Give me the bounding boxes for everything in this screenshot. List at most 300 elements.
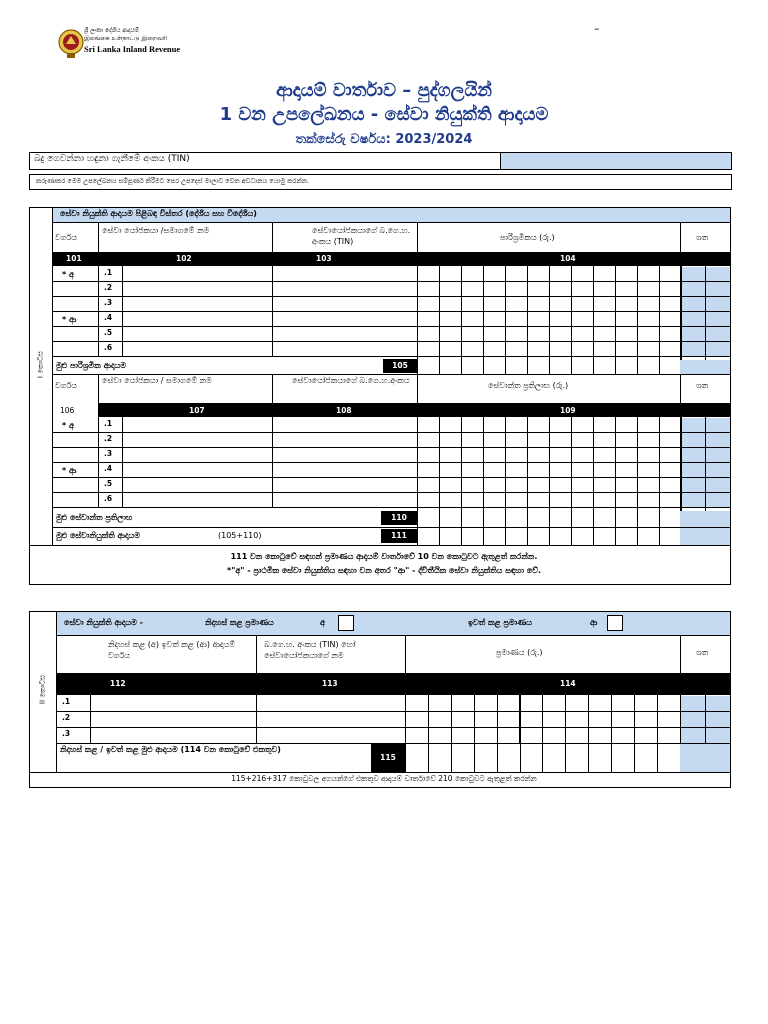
- amount-digit-box[interactable]: [565, 711, 589, 727]
- section-2-label: II කොටස: [38, 674, 47, 705]
- amount-digit-box[interactable]: [659, 417, 682, 432]
- income-type-3[interactable]: [90, 727, 257, 743]
- amount-digit-box[interactable]: [505, 341, 528, 356]
- amount-digit-box[interactable]: [497, 727, 521, 743]
- amount-digit-box[interactable]: [659, 462, 682, 477]
- amount-digit-box[interactable]: [615, 326, 638, 341]
- tin-or-name-1[interactable]: [256, 695, 406, 711]
- amount-digit-box[interactable]: [461, 281, 484, 296]
- amount-digit-box[interactable]: [439, 477, 462, 492]
- col-employer-a: සේවා යෝජකයා /සමාගමේ නම: [102, 226, 210, 235]
- col-cents-a: ශත: [696, 233, 709, 242]
- tin-row: [29, 152, 732, 170]
- amount-digit-box[interactable]: [417, 326, 440, 341]
- amount-digit-box[interactable]: [461, 492, 484, 507]
- amount-digit-box[interactable]: [588, 695, 612, 711]
- amount-digit-box[interactable]: [565, 727, 589, 743]
- amount-digit-box[interactable]: [615, 417, 638, 432]
- amount-digit-box[interactable]: [615, 311, 638, 326]
- employer-name-4[interactable]: [122, 311, 273, 326]
- amount-digit-box[interactable]: [549, 417, 572, 432]
- amount-digit-box[interactable]: [417, 432, 440, 447]
- amount-digit-box[interactable]: [593, 447, 616, 462]
- amount-digit-box[interactable]: [593, 281, 616, 296]
- amount-digit-box[interactable]: [405, 711, 429, 727]
- amount-digit-box[interactable]: [527, 462, 550, 477]
- logo-text-sinhala: ශ්‍රී ලංකා දේශීය ආදායම්: [84, 27, 140, 34]
- amount-digit-box[interactable]: [417, 296, 440, 311]
- amount-digit-box[interactable]: [505, 326, 528, 341]
- amount-digit-box[interactable]: [588, 711, 612, 727]
- amount-digit-box[interactable]: [659, 326, 682, 341]
- digit-line: [615, 266, 616, 374]
- amount-digit-box[interactable]: [505, 281, 528, 296]
- row-number: .1: [104, 268, 113, 277]
- amount-digit-box[interactable]: [659, 266, 682, 281]
- tin-or-name-3[interactable]: [256, 727, 406, 743]
- top-mark: –: [594, 22, 600, 35]
- employer-name-3[interactable]: [122, 447, 273, 462]
- box-110: 110: [381, 511, 417, 525]
- amount-digit-box[interactable]: [505, 432, 528, 447]
- amount-digit-box[interactable]: [659, 281, 682, 296]
- employer-name-6[interactable]: [122, 341, 273, 356]
- employer-name-5[interactable]: [122, 326, 273, 341]
- box-115: 115: [371, 743, 405, 772]
- amount-digit-box[interactable]: [637, 311, 660, 326]
- amount-digit-box[interactable]: [593, 462, 616, 477]
- code-113: 113: [322, 679, 338, 688]
- employer-name-3[interactable]: [122, 296, 273, 311]
- amount-digit-box[interactable]: [637, 447, 660, 462]
- amount-digit-box[interactable]: [461, 311, 484, 326]
- amount-digit-box[interactable]: [659, 311, 682, 326]
- amount-digit-box[interactable]: [593, 417, 616, 432]
- employer-tin-6[interactable]: [272, 492, 418, 507]
- code-108: 108: [336, 406, 352, 415]
- amount-digit-box[interactable]: [527, 492, 550, 507]
- employer-tin-6[interactable]: [272, 341, 418, 356]
- col-amount-2: ප්‍රමාණය (රු.): [496, 648, 543, 657]
- amount-digit-box[interactable]: [483, 462, 506, 477]
- row-number: .4: [104, 313, 113, 322]
- employer-tin-5[interactable]: [272, 477, 418, 492]
- amount-digit-box[interactable]: [461, 266, 484, 281]
- digit-line: [588, 695, 589, 772]
- amount-digit-box[interactable]: [527, 296, 550, 311]
- digit-line: [505, 266, 506, 374]
- amount-digit-box[interactable]: [542, 695, 566, 711]
- amount-digit-box[interactable]: [549, 311, 572, 326]
- row-number: .6: [104, 343, 113, 352]
- amount-digit-box[interactable]: [527, 341, 550, 356]
- amount-digit-box[interactable]: [549, 281, 572, 296]
- amount-digit-box[interactable]: [520, 695, 544, 711]
- header-divider: [272, 374, 273, 403]
- column-line: [122, 417, 123, 507]
- amount-digit-box[interactable]: [439, 447, 462, 462]
- amount-digit-box[interactable]: [634, 711, 658, 727]
- digit-line: [451, 695, 452, 772]
- amount-digit-box[interactable]: [527, 266, 550, 281]
- amount-digit-box[interactable]: [571, 477, 594, 492]
- amount-digit-box[interactable]: [505, 447, 528, 462]
- employer-tin-4[interactable]: [272, 462, 418, 477]
- amount-digit-box[interactable]: [483, 447, 506, 462]
- row-number: .1: [62, 697, 71, 706]
- digit-line: [439, 266, 440, 374]
- amount-digit-box[interactable]: [497, 711, 521, 727]
- amount-digit-box[interactable]: [571, 326, 594, 341]
- amount-digit-box[interactable]: [461, 417, 484, 432]
- amount-digit-box[interactable]: [615, 266, 638, 281]
- amount-digit-box[interactable]: [634, 695, 658, 711]
- amount-digit-box[interactable]: [571, 281, 594, 296]
- amount-digit-box[interactable]: [461, 447, 484, 462]
- digit-line: [461, 417, 462, 545]
- col-amount-a: පාරිශ්‍රමිකය (රු.): [500, 233, 555, 242]
- amount-digit-box[interactable]: [483, 492, 506, 507]
- note-categories: *"අ" - ප්‍රාථමික සේවා නියුක්තිය සඳහා වන අතර "ආ" - ද්විතීයික සේවා නියුක්තිය සඳහා වේ.: [227, 566, 541, 575]
- row-number: .2: [104, 283, 113, 292]
- amount-digit-box[interactable]: [542, 711, 566, 727]
- digit-line: [571, 417, 572, 545]
- employer-name-1[interactable]: [122, 266, 273, 281]
- digit-line: [549, 417, 550, 545]
- total-remuneration-label: මුළු පාරිශ්‍රමික ආදායම: [56, 361, 127, 370]
- amount-digit-box[interactable]: [549, 326, 572, 341]
- amount-digit-box[interactable]: [634, 727, 658, 743]
- header-divider: [272, 222, 273, 252]
- amount-digit-box[interactable]: [417, 281, 440, 296]
- amount-digit-box[interactable]: [417, 417, 440, 432]
- digit-line: [542, 695, 543, 772]
- code-112: 112: [110, 679, 126, 688]
- amount-digit-box[interactable]: [593, 296, 616, 311]
- amount-digit-box[interactable]: [657, 711, 681, 727]
- amount-digit-box[interactable]: [439, 311, 462, 326]
- amount-digit-box[interactable]: [417, 311, 440, 326]
- amount-digit-box[interactable]: [659, 447, 682, 462]
- amount-digit-box[interactable]: [405, 695, 429, 711]
- amount-digit-box[interactable]: [461, 326, 484, 341]
- digit-line: [417, 417, 418, 545]
- digit-line: [520, 695, 521, 772]
- employer-name-2[interactable]: [122, 432, 273, 447]
- digit-line: [405, 695, 406, 772]
- income-type-1[interactable]: [90, 695, 257, 711]
- amount-digit-box[interactable]: [571, 266, 594, 281]
- row-number: .3: [104, 449, 113, 458]
- amount-digit-box[interactable]: [417, 462, 440, 477]
- employer-tin-5[interactable]: [272, 326, 418, 341]
- amount-digit-box[interactable]: [611, 711, 635, 727]
- amount-digit-box[interactable]: [483, 341, 506, 356]
- total-employment-income-label: මුළු සේවානියුක්ති ආදායම: [56, 531, 140, 540]
- amount-digit-box[interactable]: [461, 462, 484, 477]
- amount-digit-box[interactable]: [657, 695, 681, 711]
- amount-digit-box[interactable]: [637, 417, 660, 432]
- row-line: [53, 356, 730, 357]
- amount-digit-box[interactable]: [439, 462, 462, 477]
- digit-line: [657, 695, 658, 772]
- amount-digit-box[interactable]: [520, 727, 544, 743]
- amount-digit-box[interactable]: [527, 432, 550, 447]
- amount-digit-box[interactable]: [505, 311, 528, 326]
- amount-digit-box[interactable]: [571, 492, 594, 507]
- amount-digit-box[interactable]: [637, 281, 660, 296]
- amount-digit-box[interactable]: [439, 432, 462, 447]
- amount-digit-box[interactable]: [571, 296, 594, 311]
- tin-input[interactable]: [500, 153, 731, 169]
- tin-label: බදු ගෙවන්නා හඳුනා ගැනීමේ අංකය (TIN): [34, 154, 190, 164]
- total-cents-box[interactable]: [680, 511, 730, 527]
- employer-tin-3[interactable]: [272, 447, 418, 462]
- amount-digit-box[interactable]: [549, 296, 572, 311]
- amount-digit-box[interactable]: [659, 341, 682, 356]
- amount-digit-box[interactable]: [474, 711, 498, 727]
- employer-tin-3[interactable]: [272, 296, 418, 311]
- amount-digit-box[interactable]: [549, 447, 572, 462]
- amount-digit-box[interactable]: [549, 462, 572, 477]
- row-number: .5: [104, 328, 113, 337]
- amount-digit-box[interactable]: [483, 477, 506, 492]
- amount-digit-box[interactable]: [593, 326, 616, 341]
- amount-digit-box[interactable]: [571, 432, 594, 447]
- amount-digit-box[interactable]: [451, 727, 475, 743]
- box-111: 111: [381, 529, 417, 543]
- amount-digit-box[interactable]: [527, 326, 550, 341]
- amount-digit-box[interactable]: [417, 492, 440, 507]
- col-tin-or-name: බ.ගෙ.හ. අංකය (TIN) හෝ සේවායෝජකයාගේ නම: [264, 640, 356, 660]
- col-cents-b: ශත: [696, 381, 709, 390]
- amount-digit-box[interactable]: [593, 432, 616, 447]
- amount-digit-box[interactable]: [505, 417, 528, 432]
- codes-bar-a: [53, 252, 730, 266]
- logo-text-tamil: இலங்கை உள்நாட்டு இறைவரி: [84, 35, 168, 42]
- amount-digit-box[interactable]: [483, 417, 506, 432]
- row-number: .5: [104, 479, 113, 488]
- column-line: [256, 695, 257, 743]
- amount-digit-box[interactable]: [571, 447, 594, 462]
- amount-digit-box[interactable]: [615, 492, 638, 507]
- amount-digit-box[interactable]: [637, 326, 660, 341]
- amount-digit-box[interactable]: [659, 296, 682, 311]
- amount-digit-box[interactable]: [497, 695, 521, 711]
- section-1-heading: සේවා නියුක්ති ආදායම පිළිබඳ විස්තර (දේශීය සහ විදේශීය): [60, 209, 257, 218]
- amount-digit-box[interactable]: [417, 477, 440, 492]
- group-b-label-2: * ආ: [62, 466, 77, 475]
- amount-digit-box[interactable]: [549, 432, 572, 447]
- header-divider: [417, 222, 418, 252]
- employer-tin-1[interactable]: [272, 266, 418, 281]
- tin-or-name-2[interactable]: [256, 711, 406, 727]
- amount-digit-box[interactable]: [527, 447, 550, 462]
- amount-digit-box[interactable]: [461, 341, 484, 356]
- sri-lanka-inland-revenue-logo: [58, 26, 188, 66]
- amount-digit-box[interactable]: [637, 462, 660, 477]
- cents-line: [680, 222, 681, 374]
- amount-digit-box[interactable]: [520, 711, 544, 727]
- amount-digit-box[interactable]: [571, 417, 594, 432]
- employer-name-2[interactable]: [122, 281, 273, 296]
- amount-digit-box[interactable]: [417, 341, 440, 356]
- row-number: .2: [104, 434, 113, 443]
- digit-line: [439, 417, 440, 545]
- excluded-checkbox[interactable]: [607, 615, 623, 631]
- digit-line: [549, 266, 550, 374]
- amount-digit-box[interactable]: [405, 727, 429, 743]
- exempt-checkbox[interactable]: [338, 615, 354, 631]
- group-a-label-1: * අ: [62, 270, 74, 279]
- amount-digit-box[interactable]: [505, 462, 528, 477]
- code-104: 104: [560, 254, 576, 263]
- amount-digit-box[interactable]: [483, 281, 506, 296]
- digit-line: [505, 417, 506, 545]
- amount-digit-box[interactable]: [527, 281, 550, 296]
- amount-digit-box[interactable]: [428, 727, 452, 743]
- employer-tin-2[interactable]: [272, 281, 418, 296]
- amount-digit-box[interactable]: [428, 711, 452, 727]
- section-1-label: I කොටස: [36, 350, 45, 379]
- amount-digit-box[interactable]: [439, 281, 462, 296]
- amount-digit-box[interactable]: [505, 296, 528, 311]
- code-102: 102: [176, 254, 192, 263]
- amount-digit-box[interactable]: [549, 341, 572, 356]
- row-number: .2: [62, 713, 71, 722]
- digit-line: [417, 266, 418, 374]
- amount-digit-box[interactable]: [588, 727, 612, 743]
- amount-digit-box[interactable]: [417, 266, 440, 281]
- amount-digit-box[interactable]: [483, 296, 506, 311]
- amount-digit-box[interactable]: [451, 711, 475, 727]
- amount-digit-box[interactable]: [439, 341, 462, 356]
- amount-digit-box[interactable]: [549, 492, 572, 507]
- amount-digit-box[interactable]: [461, 477, 484, 492]
- amount-digit-box[interactable]: [659, 477, 682, 492]
- amount-digit-box[interactable]: [593, 492, 616, 507]
- total-cents-box[interactable]: [680, 744, 730, 772]
- amount-digit-box[interactable]: [549, 477, 572, 492]
- amount-digit-box[interactable]: [439, 417, 462, 432]
- box-105: 105: [383, 359, 417, 373]
- amount-digit-box[interactable]: [615, 432, 638, 447]
- amount-digit-box[interactable]: [439, 266, 462, 281]
- employer-tin-4[interactable]: [272, 311, 418, 326]
- amount-digit-box[interactable]: [571, 311, 594, 326]
- amount-digit-box[interactable]: [615, 341, 638, 356]
- amount-digit-box[interactable]: [611, 695, 635, 711]
- col-cents-2: ශත: [696, 648, 709, 657]
- amount-digit-box[interactable]: [593, 477, 616, 492]
- amount-digit-box[interactable]: [637, 432, 660, 447]
- amount-digit-box[interactable]: [637, 477, 660, 492]
- amount-digit-box[interactable]: [611, 727, 635, 743]
- amount-digit-box[interactable]: [571, 462, 594, 477]
- digit-line: [565, 695, 566, 772]
- digit-line: [428, 695, 429, 772]
- amount-digit-box[interactable]: [659, 432, 682, 447]
- amount-digit-box[interactable]: [451, 695, 475, 711]
- amount-digit-box[interactable]: [439, 326, 462, 341]
- amount-digit-box[interactable]: [483, 432, 506, 447]
- amount-digit-box[interactable]: [461, 432, 484, 447]
- col-employer-b: සේවා යෝජකයා / සමාගමේ නම: [102, 376, 212, 385]
- amount-digit-box[interactable]: [593, 341, 616, 356]
- digit-line: [474, 695, 475, 772]
- amount-digit-box[interactable]: [417, 447, 440, 462]
- exempt-amount-label: නිදහස් කළ ප්‍රමාණය: [205, 618, 274, 627]
- amount-digit-box[interactable]: [659, 492, 682, 507]
- amount-digit-box[interactable]: [439, 296, 462, 311]
- employer-tin-2[interactable]: [272, 432, 418, 447]
- amount-digit-box[interactable]: [637, 266, 660, 281]
- amount-digit-box[interactable]: [571, 341, 594, 356]
- row-line: [53, 507, 730, 508]
- amount-digit-box[interactable]: [615, 296, 638, 311]
- amount-digit-box[interactable]: [549, 266, 572, 281]
- exempt-total-label: නිදහස් කළ / ඉවත් කළ මුළු ආදායම (114 වන කොටුවේ එකතුව): [60, 745, 281, 754]
- total-cents-box[interactable]: [680, 528, 730, 545]
- col-tin-a: සේවායෝජකයාගේ බ.ගෙ.හ. අංකය (TIN): [312, 226, 411, 246]
- amount-digit-box[interactable]: [593, 266, 616, 281]
- amount-digit-box[interactable]: [565, 695, 589, 711]
- amount-digit-box[interactable]: [542, 727, 566, 743]
- amount-digit-box[interactable]: [527, 417, 550, 432]
- row-number: .3: [104, 298, 113, 307]
- amount-digit-box[interactable]: [615, 447, 638, 462]
- amount-digit-box[interactable]: [505, 477, 528, 492]
- income-type-2[interactable]: [90, 711, 257, 727]
- amount-digit-box[interactable]: [505, 492, 528, 507]
- amount-digit-box[interactable]: [527, 477, 550, 492]
- digit-line: [483, 266, 484, 374]
- amount-digit-box[interactable]: [657, 727, 681, 743]
- employer-name-4[interactable]: [122, 462, 273, 477]
- amount-digit-box[interactable]: [637, 341, 660, 356]
- amount-digit-box[interactable]: [505, 266, 528, 281]
- employer-tin-1[interactable]: [272, 417, 418, 432]
- page-subtitle: 1 වන උපලේඛනය - සේවා නියුක්ති ආදායම: [219, 104, 549, 125]
- digit-line: [593, 417, 594, 545]
- amount-digit-box[interactable]: [439, 492, 462, 507]
- employer-name-5[interactable]: [122, 477, 273, 492]
- row-number: .4: [104, 464, 113, 473]
- amount-digit-box[interactable]: [637, 492, 660, 507]
- amount-digit-box[interactable]: [474, 695, 498, 711]
- employer-name-6[interactable]: [122, 492, 273, 507]
- amount-digit-box[interactable]: [483, 311, 506, 326]
- column-line: [272, 266, 273, 356]
- amount-digit-box[interactable]: [615, 462, 638, 477]
- amount-digit-box[interactable]: [483, 326, 506, 341]
- digit-line: [634, 695, 635, 772]
- amount-digit-box[interactable]: [474, 727, 498, 743]
- amount-digit-box[interactable]: [461, 296, 484, 311]
- amount-digit-box[interactable]: [527, 311, 550, 326]
- amount-digit-box[interactable]: [483, 266, 506, 281]
- excluded-amount-label: ඉවත් කළ ප්‍රමාණය: [468, 618, 532, 627]
- amount-digit-box[interactable]: [615, 477, 638, 492]
- amount-digit-box[interactable]: [615, 281, 638, 296]
- total-cents-box[interactable]: [680, 360, 730, 374]
- amount-digit-box[interactable]: [428, 695, 452, 711]
- amount-digit-box[interactable]: [593, 311, 616, 326]
- amount-digit-box[interactable]: [637, 296, 660, 311]
- group-b-label-1: * ආ: [62, 315, 77, 324]
- employer-name-1[interactable]: [122, 417, 273, 432]
- column-line: [98, 417, 99, 507]
